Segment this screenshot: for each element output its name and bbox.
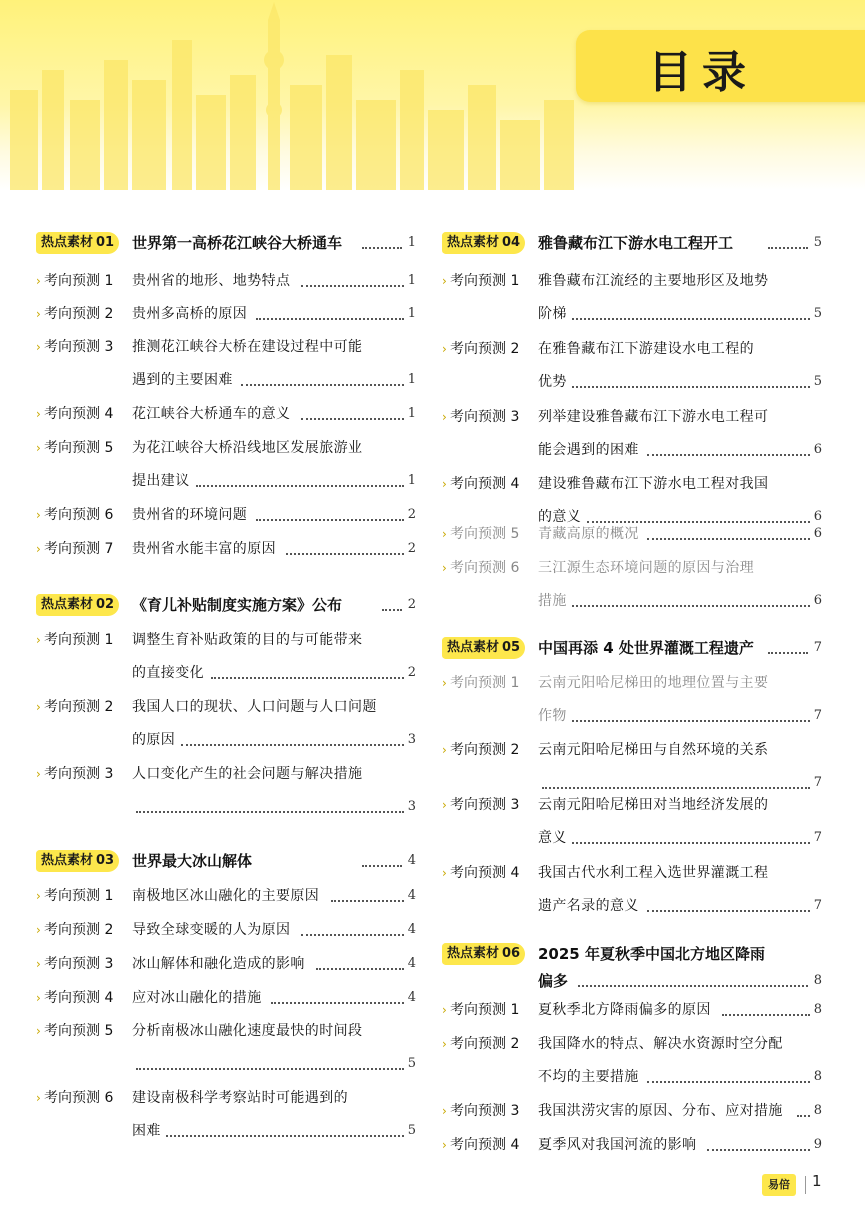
leader-dots bbox=[256, 519, 404, 521]
leader-dots bbox=[301, 934, 404, 936]
toc-entry[interactable] bbox=[442, 1031, 822, 1097]
toc-entry[interactable] bbox=[36, 694, 416, 760]
entry-label: 考向预测 2 bbox=[450, 1036, 520, 1052]
entry-text: 意义 bbox=[538, 830, 567, 846]
entry-page-number: 7 bbox=[813, 775, 822, 790]
topic-title: 《育儿补贴制度实施方案》公布 bbox=[132, 596, 343, 614]
entry-text: 的直接变化 bbox=[132, 665, 204, 681]
topic-badge bbox=[36, 232, 119, 254]
chevron-right-icon: › bbox=[442, 743, 447, 757]
leader-dots bbox=[578, 985, 808, 987]
entry-label: 考向预测 5 bbox=[44, 1023, 114, 1039]
topic-badge-number: 02 bbox=[96, 597, 115, 612]
entry-text: 云南元阳哈尼梯田的地理位置与主要 bbox=[538, 675, 769, 691]
leader-dots bbox=[256, 318, 404, 320]
entry-text: 的意义 bbox=[538, 509, 582, 525]
topic-badge bbox=[36, 594, 119, 616]
entry-label: 考向预测 3 bbox=[450, 409, 520, 425]
entry-page-number: 1 bbox=[407, 306, 416, 321]
page-title: 目录 bbox=[648, 47, 756, 98]
leader-dots bbox=[572, 720, 810, 722]
entry-label: 考向预测 4 bbox=[450, 865, 520, 881]
entry-page-number: 6 bbox=[813, 509, 822, 524]
toc-entry[interactable] bbox=[442, 268, 822, 334]
entry-page-number: 4 bbox=[407, 956, 416, 971]
chevron-right-icon: › bbox=[36, 508, 41, 522]
leader-dots bbox=[286, 553, 404, 555]
entry-text: 贵州省水能丰富的原因 bbox=[132, 541, 276, 557]
topic-header[interactable] bbox=[442, 941, 822, 969]
chevron-right-icon: › bbox=[36, 307, 41, 321]
entry-text: 建设雅鲁藏布江下游水电工程对我国 bbox=[538, 476, 769, 492]
entry-page-number: 9 bbox=[813, 1137, 822, 1152]
entry-page-number: 1 bbox=[407, 473, 416, 488]
entry-page-number: 1 bbox=[407, 406, 416, 421]
entry-page-number: 7 bbox=[813, 830, 822, 845]
entry-label: 考向预测 3 bbox=[450, 1103, 520, 1119]
entry-page-number: 2 bbox=[407, 541, 416, 556]
chevron-right-icon: › bbox=[36, 957, 41, 971]
chevron-right-icon: › bbox=[442, 527, 447, 541]
leader-dots bbox=[707, 1149, 810, 1151]
chevron-right-icon: › bbox=[442, 342, 447, 356]
entry-label: 考向预测 3 bbox=[450, 797, 520, 813]
entry-label: 考向预测 5 bbox=[44, 440, 114, 456]
topic-title: 2025 年夏秋季中国北方地区降雨 bbox=[538, 945, 765, 963]
entry-text: 我国古代水利工程入选世界灌溉工程 bbox=[538, 865, 769, 881]
entry-text: 能会遇到的困难 bbox=[538, 442, 639, 458]
toc-entry[interactable] bbox=[36, 435, 416, 501]
toc-entry[interactable] bbox=[442, 997, 822, 1030]
entry-label: 考向预测 6 bbox=[44, 1090, 114, 1106]
entry-text: 青藏高原的概况 bbox=[538, 526, 639, 542]
entry-text: 导致全球变暖的人为原因 bbox=[132, 922, 291, 938]
topic-title: 雅鲁藏布江下游水电工程开工 bbox=[538, 234, 734, 252]
entry-page-number: 5 bbox=[407, 1056, 416, 1071]
entry-text: 冰山解体和融化造成的影响 bbox=[132, 956, 305, 972]
toc-entry[interactable] bbox=[36, 536, 416, 569]
leader-dots bbox=[572, 605, 810, 607]
entry-text: 贵州省的环境问题 bbox=[132, 507, 248, 523]
header-banner bbox=[0, 0, 865, 190]
topic-page-number: 2 bbox=[407, 597, 416, 612]
brand-logo: 易倍 bbox=[762, 1174, 796, 1196]
topic-badge-number: 01 bbox=[96, 235, 115, 250]
entry-text: 花江峡谷大桥通车的意义 bbox=[132, 406, 291, 422]
entry-page-number: 8 bbox=[813, 1002, 822, 1017]
entry-page-number: 2 bbox=[407, 665, 416, 680]
chevron-right-icon: › bbox=[36, 700, 41, 714]
chevron-right-icon: › bbox=[442, 410, 447, 424]
topic-badge-label: 热点素材 bbox=[447, 946, 500, 961]
entry-label: 考向预测 4 bbox=[44, 990, 114, 1006]
entry-text: 困难 bbox=[132, 1123, 161, 1139]
toc-entry[interactable] bbox=[36, 761, 416, 827]
toc-entry[interactable] bbox=[36, 1018, 416, 1084]
chevron-right-icon: › bbox=[442, 274, 447, 288]
footer-divider bbox=[805, 1176, 806, 1194]
entry-label: 考向预测 1 bbox=[44, 273, 114, 289]
topic-header-line2 bbox=[442, 968, 822, 996]
leader-dots bbox=[647, 1081, 810, 1083]
entry-text: 推测花江峡谷大桥在建设过程中可能 bbox=[132, 339, 363, 355]
entry-text: 优势 bbox=[538, 374, 567, 390]
entry-text: 在雅鲁藏布江下游建设水电工程的 bbox=[538, 341, 754, 357]
topic-header[interactable] bbox=[442, 230, 822, 258]
entry-text: 南极地区冰山融化的主要原因 bbox=[132, 888, 320, 904]
entry-text: 雅鲁藏布江流经的主要地形区及地势 bbox=[538, 273, 769, 289]
entry-page-number: 2 bbox=[407, 507, 416, 522]
topic-badge bbox=[442, 637, 525, 659]
entry-page-number: 6 bbox=[813, 442, 822, 457]
entry-label: 考向预测 1 bbox=[450, 1002, 520, 1018]
entry-page-number: 6 bbox=[813, 526, 822, 541]
leader-dots bbox=[572, 842, 810, 844]
topic-badge-label: 热点素材 bbox=[41, 597, 94, 612]
topic-page-number: 4 bbox=[407, 853, 416, 868]
entry-label: 考向预测 3 bbox=[44, 339, 114, 355]
entry-label: 考向预测 6 bbox=[450, 560, 520, 576]
entry-page-number: 5 bbox=[813, 374, 822, 389]
chevron-right-icon: › bbox=[36, 340, 41, 354]
topic-page-number: 8 bbox=[813, 973, 822, 988]
entry-page-number: 4 bbox=[407, 888, 416, 903]
entry-label: 考向预测 4 bbox=[44, 406, 114, 422]
chevron-right-icon: › bbox=[442, 561, 447, 575]
entry-label: 考向预测 7 bbox=[44, 541, 114, 557]
entry-label: 考向预测 3 bbox=[44, 766, 114, 782]
entry-text: 贵州多高桥的原因 bbox=[132, 306, 248, 322]
topic-badge-number: 05 bbox=[502, 640, 521, 655]
topic-badge bbox=[36, 850, 119, 872]
toc-entry[interactable] bbox=[36, 268, 416, 301]
entry-page-number: 3 bbox=[407, 799, 416, 814]
toc-entry[interactable] bbox=[442, 670, 822, 736]
chevron-right-icon: › bbox=[36, 633, 41, 647]
toc-entry[interactable] bbox=[442, 404, 822, 470]
leader-dots bbox=[241, 384, 404, 386]
leader-dots bbox=[382, 609, 402, 611]
topic-page-number: 1 bbox=[407, 235, 416, 250]
entry-text: 贵州省的地形、地势特点 bbox=[132, 273, 291, 289]
entry-label: 考向预测 1 bbox=[450, 675, 520, 691]
entry-text: 阶梯 bbox=[538, 306, 567, 322]
entry-text: 建设南极科学考察站时可能遇到的 bbox=[132, 1090, 348, 1106]
entry-page-number: 5 bbox=[407, 1123, 416, 1138]
page-number: 1 bbox=[812, 1172, 822, 1190]
toc-entry[interactable] bbox=[442, 521, 822, 554]
leader-dots bbox=[316, 968, 404, 970]
chevron-right-icon: › bbox=[36, 407, 41, 421]
leader-dots bbox=[768, 247, 808, 249]
chevron-right-icon: › bbox=[36, 923, 41, 937]
chevron-right-icon: › bbox=[36, 1024, 41, 1038]
entry-page-number: 7 bbox=[813, 898, 822, 913]
entry-label: 考向预测 1 bbox=[44, 632, 114, 648]
toc-entry[interactable] bbox=[442, 1098, 822, 1131]
leader-dots bbox=[301, 285, 404, 287]
leader-dots bbox=[797, 1115, 810, 1117]
topic-title-continued: 偏多 bbox=[538, 972, 569, 990]
topic-badge bbox=[442, 232, 525, 254]
leader-dots bbox=[572, 386, 810, 388]
leader-dots bbox=[362, 865, 402, 867]
entry-text: 云南元阳哈尼梯田与自然环境的关系 bbox=[538, 742, 769, 758]
toc-entry[interactable] bbox=[36, 627, 416, 693]
topic-page-number: 7 bbox=[813, 640, 822, 655]
leader-dots bbox=[136, 811, 404, 813]
chevron-right-icon: › bbox=[442, 1003, 447, 1017]
leader-dots bbox=[181, 744, 404, 746]
entry-page-number: 8 bbox=[813, 1103, 822, 1118]
topic-badge-label: 热点素材 bbox=[447, 640, 500, 655]
chevron-right-icon: › bbox=[36, 274, 41, 288]
chevron-right-icon: › bbox=[442, 1104, 447, 1118]
entry-page-number: 4 bbox=[407, 990, 416, 1005]
topic-badge-number: 04 bbox=[502, 235, 521, 250]
entry-label: 考向预测 2 bbox=[44, 699, 114, 715]
topic-badge-number: 03 bbox=[96, 853, 115, 868]
chevron-right-icon: › bbox=[36, 991, 41, 1005]
entry-text: 为花江峡谷大桥沿线地区发展旅游业 bbox=[132, 440, 363, 456]
leader-dots bbox=[136, 1068, 404, 1070]
toc-entry[interactable] bbox=[442, 1132, 822, 1165]
toc-entry[interactable] bbox=[36, 301, 416, 334]
entry-label: 考向预测 6 bbox=[44, 507, 114, 523]
leader-dots bbox=[271, 1002, 404, 1004]
entry-page-number: 8 bbox=[813, 1069, 822, 1084]
topic-title: 中国再添 4 处世界灌溉工程遗产 bbox=[538, 639, 754, 657]
entry-text: 作物 bbox=[538, 708, 567, 724]
toc-entry[interactable] bbox=[36, 951, 416, 984]
entry-text: 调整生育补贴政策的目的与可能带来 bbox=[132, 632, 363, 648]
leader-dots bbox=[647, 454, 810, 456]
leader-dots bbox=[331, 900, 404, 902]
entry-text: 云南元阳哈尼梯田对当地经济发展的 bbox=[538, 797, 769, 813]
toc-entry[interactable] bbox=[36, 917, 416, 950]
leader-dots bbox=[166, 1135, 404, 1137]
chevron-right-icon: › bbox=[36, 441, 41, 455]
chevron-right-icon: › bbox=[442, 798, 447, 812]
toc-entry[interactable] bbox=[36, 883, 416, 916]
toc-entry[interactable] bbox=[36, 1085, 416, 1151]
toc-entry[interactable] bbox=[442, 792, 822, 858]
entry-label: 考向预测 4 bbox=[450, 476, 520, 492]
toc-entry[interactable] bbox=[36, 401, 416, 434]
entry-label: 考向预测 4 bbox=[450, 1137, 520, 1153]
chevron-right-icon: › bbox=[442, 477, 447, 491]
topic-header[interactable] bbox=[36, 592, 416, 620]
leader-dots bbox=[647, 910, 810, 912]
entry-text: 遗产名录的意义 bbox=[538, 898, 639, 914]
chevron-right-icon: › bbox=[442, 866, 447, 880]
chevron-right-icon: › bbox=[442, 1037, 447, 1051]
entry-label: 考向预测 2 bbox=[450, 341, 520, 357]
entry-text: 分析南极冰山融化速度最快的时间段 bbox=[132, 1023, 363, 1039]
entry-label: 考向预测 2 bbox=[44, 306, 114, 322]
topic-title: 世界最大冰山解体 bbox=[132, 852, 253, 870]
entry-text: 夏秋季北方降雨偏多的原因 bbox=[538, 1002, 711, 1018]
leader-dots bbox=[768, 652, 808, 654]
topic-page-number: 5 bbox=[813, 235, 822, 250]
entry-label: 考向预测 2 bbox=[44, 922, 114, 938]
chevron-right-icon: › bbox=[36, 767, 41, 781]
entry-text: 不均的主要措施 bbox=[538, 1069, 639, 1085]
leader-dots bbox=[722, 1014, 810, 1016]
toc-entry[interactable] bbox=[36, 502, 416, 535]
topic-badge bbox=[442, 943, 525, 965]
entry-label: 考向预测 5 bbox=[450, 526, 520, 542]
entry-label: 考向预测 3 bbox=[44, 956, 114, 972]
topic-header[interactable] bbox=[36, 230, 416, 258]
leader-dots bbox=[572, 318, 810, 320]
chevron-right-icon: › bbox=[36, 889, 41, 903]
toc-entry[interactable] bbox=[36, 985, 416, 1018]
leader-dots bbox=[362, 247, 402, 249]
entry-text: 措施 bbox=[538, 593, 567, 609]
entry-page-number: 3 bbox=[407, 732, 416, 747]
entry-text: 我国洪涝灾害的原因、分布、应对措施 bbox=[538, 1103, 783, 1119]
toc-entry[interactable] bbox=[36, 334, 416, 400]
toc-entry[interactable] bbox=[442, 336, 822, 402]
leader-dots bbox=[196, 485, 404, 487]
entry-page-number: 1 bbox=[407, 372, 416, 387]
entry-text: 人口变化产生的社会问题与解决措施 bbox=[132, 766, 363, 782]
entry-page-number: 5 bbox=[813, 306, 822, 321]
chevron-right-icon: › bbox=[36, 542, 41, 556]
entry-page-number: 7 bbox=[813, 708, 822, 723]
entry-text: 应对冰山融化的措施 bbox=[132, 990, 262, 1006]
entry-text: 夏季风对我国河流的影响 bbox=[538, 1137, 697, 1153]
entry-label: 考向预测 1 bbox=[450, 273, 520, 289]
leader-dots bbox=[301, 418, 404, 420]
topic-badge-label: 热点素材 bbox=[41, 235, 94, 250]
leader-dots bbox=[647, 538, 810, 540]
entry-page-number: 1 bbox=[407, 273, 416, 288]
entry-text: 提出建议 bbox=[132, 473, 190, 489]
topic-badge-number: 06 bbox=[502, 946, 521, 961]
entry-page-number: 4 bbox=[407, 922, 416, 937]
chevron-right-icon: › bbox=[36, 1091, 41, 1105]
entry-label: 考向预测 2 bbox=[450, 742, 520, 758]
topic-header[interactable] bbox=[36, 848, 416, 876]
toc-entry[interactable] bbox=[442, 555, 822, 621]
topic-title: 世界第一高桥花江峡谷大桥通车 bbox=[132, 234, 343, 252]
toc-entry[interactable] bbox=[442, 860, 822, 926]
entry-text: 三江源生态环境问题的原因与治理 bbox=[538, 560, 754, 576]
chevron-right-icon: › bbox=[442, 1138, 447, 1152]
entry-text: 的原因 bbox=[132, 732, 176, 748]
entry-label: 考向预测 1 bbox=[44, 888, 114, 904]
topic-badge-label: 热点素材 bbox=[447, 235, 500, 250]
topic-badge-label: 热点素材 bbox=[41, 853, 94, 868]
entry-text: 我国降水的特点、解决水资源时空分配 bbox=[538, 1036, 783, 1052]
entry-text: 我国人口的现状、人口问题与人口问题 bbox=[132, 699, 377, 715]
topic-header[interactable] bbox=[442, 635, 822, 663]
leader-dots bbox=[211, 677, 404, 679]
entry-text: 列举建设雅鲁藏布江下游水电工程可 bbox=[538, 409, 769, 425]
entry-text: 遇到的主要困难 bbox=[132, 372, 233, 388]
entry-page-number: 6 bbox=[813, 593, 822, 608]
chevron-right-icon: › bbox=[442, 676, 447, 690]
